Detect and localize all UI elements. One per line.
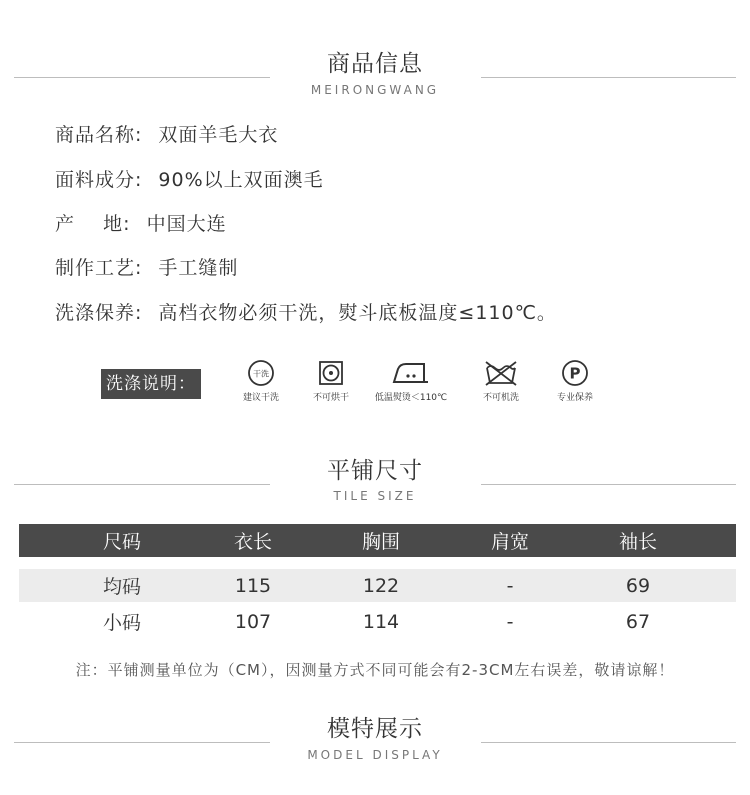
care-item-professional-care [530, 358, 620, 403]
info-row-care [55, 298, 557, 325]
professional-care-icon [560, 358, 590, 388]
professional-care-glyph: P [569, 364, 581, 383]
header-cell: 肩宽 [490, 531, 529, 553]
divider [481, 742, 736, 743]
info-label: 产 地: [55, 213, 131, 235]
header-cell: 尺码 [102, 531, 141, 553]
care-instructions-badge: 洗涤说明： [101, 369, 201, 399]
no-machine-wash-icon [481, 358, 521, 388]
product-info-header [0, 45, 750, 105]
care-caption: 不可烘干 [312, 393, 349, 403]
section-title: 模特展示 [327, 716, 423, 742]
size-section-header [0, 452, 750, 512]
care-caption: 建议干洗 [242, 393, 279, 403]
size-table [19, 524, 736, 638]
table-row [19, 605, 736, 638]
section-title: 商品信息 [327, 51, 423, 77]
table-cell: 107 [234, 610, 272, 633]
info-row-origin [55, 209, 227, 236]
info-label: 面料成分: [55, 169, 143, 191]
table-cell: 69 [625, 574, 651, 597]
dry-clean-glyph: 干洗 [253, 369, 269, 379]
info-row-name [55, 120, 278, 147]
care-caption: 不可机洗 [482, 393, 519, 403]
care-item-no-tumble-dry [286, 358, 376, 403]
model-section-header [0, 710, 750, 770]
info-label: 洗涤保养: [55, 302, 143, 324]
section-subtitle: MODEL DISPLAY [307, 748, 443, 762]
table-row [19, 569, 736, 602]
table-cell: - [506, 574, 514, 597]
header-cell: 袖长 [618, 531, 657, 553]
info-row-material [55, 165, 324, 192]
no-tumble-dry-icon [316, 358, 346, 388]
table-cell: 均码 [102, 576, 141, 598]
divider [14, 742, 270, 743]
info-value: 90%以上双面澳毛 [158, 169, 324, 191]
care-caption: 低温熨烫＜110℃ [374, 393, 448, 403]
table-cell: - [506, 610, 514, 633]
header-cell: 衣长 [233, 531, 272, 553]
info-row-craft [55, 253, 238, 280]
table-cell: 114 [362, 610, 400, 633]
table-cell: 67 [625, 610, 651, 633]
size-table-header [19, 524, 736, 557]
info-value: 中国大连 [146, 213, 227, 235]
care-caption: 专业保养 [556, 393, 593, 403]
section-subtitle: MEIRONGWANG [310, 83, 440, 97]
divider [14, 484, 270, 485]
info-value: 双面羊毛大衣 [158, 124, 279, 146]
info-value: 手工缝制 [158, 257, 239, 279]
divider [14, 77, 270, 78]
divider [481, 77, 736, 78]
section-subtitle: TILE SIZE [333, 489, 417, 503]
measurement-note: 注：平铺测量单位为（CM），因测量方式不同可能会有2-3CM左右误差，敬请谅解！ [75, 661, 675, 679]
table-cell: 小码 [102, 612, 141, 634]
header-cell: 胸围 [361, 531, 400, 553]
info-value: 高档衣物必须干洗，熨斗底板温度≤110℃。 [158, 302, 557, 324]
info-label: 商品名称: [55, 124, 143, 146]
table-cell: 115 [234, 574, 272, 597]
dry-clean-icon [246, 358, 276, 388]
low-iron-icon [388, 358, 434, 388]
table-cell: 122 [362, 574, 400, 597]
info-label: 制作工艺: [55, 257, 143, 279]
divider [481, 484, 736, 485]
section-title: 平铺尺寸 [327, 458, 423, 484]
care-item-low-iron [366, 358, 456, 403]
